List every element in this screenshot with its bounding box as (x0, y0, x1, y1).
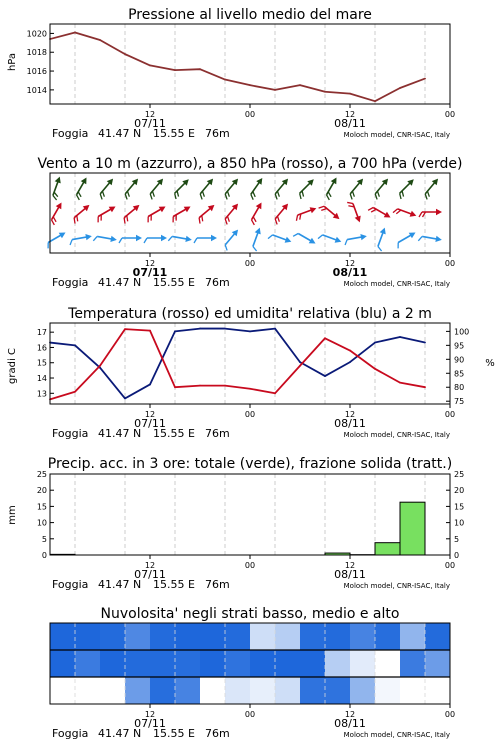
pressure-line-point (224, 79, 226, 81)
pressure-ylabel: hPa (7, 52, 18, 72)
x-tick-label: 00 (244, 710, 256, 719)
x-tick-label: 00 (444, 110, 456, 119)
x-tick-label: 12 (344, 259, 356, 268)
plot-background (50, 24, 450, 104)
cloud-cell (125, 623, 150, 650)
pressure-line-point (274, 89, 276, 91)
model-credit: Moloch model, CNR-ISAC, Italy (343, 731, 450, 739)
cloud-cell (400, 677, 425, 704)
x-tick-label: 12 (344, 410, 356, 419)
cloud-cell (425, 623, 450, 650)
humidity-line-point (174, 330, 176, 332)
cloud-cell (50, 650, 75, 677)
model-credit: Moloch model, CNR-ISAC, Italy (343, 280, 450, 288)
humidity-line-point (374, 342, 376, 344)
humidity-line-point (299, 361, 301, 363)
cloud-cell (75, 623, 100, 650)
date-label: 08/11 (334, 417, 366, 430)
y-tick-label: 15 (36, 358, 47, 368)
x-tick-label: 12 (144, 710, 156, 719)
y-tick-label: 20 (36, 486, 47, 496)
model-credit: Moloch model, CNR-ISAC, Italy (343, 131, 450, 139)
cloud-cell (350, 623, 375, 650)
precipitation-chart (7, 456, 464, 591)
pressure-title: Pressione al livello medio del mare (128, 7, 372, 23)
pressure-line-point (349, 93, 351, 95)
temperature-line-point (399, 382, 401, 384)
y-tick-label: 5 (41, 534, 47, 544)
temperature-line-point (174, 386, 176, 388)
location-altitude: 76m (205, 276, 230, 289)
pressure-line-point (249, 84, 251, 86)
x-tick-label: 00 (444, 410, 456, 419)
y-tick-label: 25 (36, 470, 47, 479)
location-longitude: 15.55 E (153, 127, 195, 140)
location-name: Foggia (52, 427, 89, 440)
cloud-cell (425, 650, 450, 677)
wind-chart (37, 156, 462, 289)
location-longitude: 15.55 E (153, 578, 195, 591)
y-tick-label-right: 5 (454, 534, 460, 544)
temperature-line-point (74, 391, 76, 393)
pressure-line-point (124, 53, 126, 55)
humidity-line-point (424, 342, 426, 344)
date-label: 08/11 (332, 266, 368, 279)
y-tick-label: 17 (36, 328, 47, 338)
location-altitude: 76m (205, 727, 230, 740)
pressure-chart (7, 7, 455, 140)
cloud-cell (250, 650, 275, 677)
cloud-cell (300, 650, 325, 677)
location-latitude: 41.47 N (98, 127, 142, 140)
x-tick-label: 12 (344, 561, 356, 570)
location-latitude: 41.47 N (98, 427, 142, 440)
temperature-ylabel: gradi C (7, 348, 18, 384)
y-tick-label: 1014 (26, 85, 47, 95)
temperature-line-point (124, 328, 126, 330)
temperature-humidity-chart (7, 306, 495, 440)
temperature-line-point (199, 385, 201, 387)
date-label: 08/11 (334, 717, 366, 730)
cloud-cell (100, 650, 125, 677)
temperature-line-point (349, 350, 351, 352)
pressure-line-point (199, 68, 201, 70)
cloud-cell (325, 650, 350, 677)
date-label: 07/11 (132, 266, 168, 279)
cloud-cell (150, 650, 175, 677)
wind-title: Vento a 10 m (azzurro), a 850 hPa (rosso), a 700 hPa (verde) (37, 156, 463, 172)
temperature-line-point (149, 330, 151, 332)
y-tick-label-right: 95 (454, 341, 465, 351)
location-name: Foggia (52, 727, 89, 740)
temperature-line-point (274, 392, 276, 394)
cloud-cell (300, 677, 325, 704)
humidity-line-point (399, 336, 401, 338)
x-tick-label: 00 (444, 710, 456, 719)
x-tick-label: 12 (144, 259, 156, 268)
cloud-cell (225, 623, 250, 650)
y-tick-label-right: 0 (454, 551, 460, 560)
x-tick-label: 00 (244, 110, 256, 119)
y-tick-label: 1020 (26, 29, 47, 39)
x-tick-label: 12 (344, 710, 356, 719)
cloud-cell (350, 650, 375, 677)
x-tick-label: 00 (244, 561, 256, 570)
humidity-line-point (199, 328, 201, 330)
location-latitude: 41.47 N (98, 578, 142, 591)
humidity-line-point (74, 344, 76, 346)
date-label: 08/11 (334, 568, 366, 581)
date-label: 07/11 (134, 568, 166, 581)
cloud-cell (200, 623, 225, 650)
y-tick-label: 14 (36, 374, 47, 384)
pressure-line-point (149, 65, 151, 67)
cloud-cell (325, 623, 350, 650)
cloud-cell (375, 623, 400, 650)
cloud-cover-chart (50, 606, 455, 740)
cloud-cell (275, 677, 300, 704)
humidity-line-point (249, 330, 251, 332)
y-tick-label-right: 100 (454, 327, 470, 337)
location-altitude: 76m (205, 427, 230, 440)
cloud-cell (425, 677, 450, 704)
cloud-cell (250, 677, 275, 704)
location-longitude: 15.55 E (153, 427, 195, 440)
cloud-cell (225, 677, 250, 704)
temperature-line-point (224, 385, 226, 387)
cloud-cell (100, 677, 125, 704)
y-tick-label: 13 (36, 389, 47, 399)
precipitation-title: Precip. acc. in 3 ore: totale (verde), frazione solida (tratt.) (47, 456, 453, 472)
cloud-cell (175, 623, 200, 650)
cloud-cell (75, 650, 100, 677)
plot-background (50, 323, 450, 404)
temperature-line-point (374, 368, 376, 370)
x-tick-label: 12 (344, 110, 356, 119)
x-tick-label: 12 (144, 561, 156, 570)
cloud-cell (150, 623, 175, 650)
location-name: Foggia (52, 578, 89, 591)
humidity-line-point (349, 361, 351, 363)
cloud-cell (325, 677, 350, 704)
humidity-ylabel: % (485, 358, 495, 369)
pressure-line-point (374, 100, 376, 102)
y-tick-label-right: 20 (454, 486, 465, 496)
x-tick-label: 00 (244, 259, 256, 268)
x-tick-label: 12 (144, 110, 156, 119)
cloud-cell (200, 650, 225, 677)
y-tick-label-right: 80 (454, 383, 465, 393)
pressure-line-point (299, 84, 301, 86)
cloud-cell (175, 677, 200, 704)
location-altitude: 76m (205, 127, 230, 140)
x-tick-label: 00 (244, 410, 256, 419)
location-latitude: 41.47 N (98, 727, 142, 740)
y-tick-label: 16 (36, 343, 47, 353)
plot-background (50, 173, 450, 253)
humidity-line-point (274, 328, 276, 330)
y-tick-label: 10 (36, 518, 47, 528)
cloud-cell (375, 677, 400, 704)
cloud-cell (100, 623, 125, 650)
y-tick-label: 1018 (26, 48, 47, 58)
y-tick-label-right: 10 (454, 518, 465, 528)
location-name: Foggia (52, 276, 89, 289)
humidity-line-point (324, 375, 326, 377)
precipitation-ylabel: mm (7, 505, 18, 525)
pressure-line-point (399, 87, 401, 89)
cloud-cell (400, 650, 425, 677)
humidity-line-point (124, 398, 126, 400)
cloud-cell (225, 650, 250, 677)
temperature-line-point (324, 337, 326, 339)
cloud-cell (250, 623, 275, 650)
date-label: 07/11 (134, 417, 166, 430)
location-altitude: 76m (205, 578, 230, 591)
location-latitude: 41.47 N (98, 276, 142, 289)
cloud-cell (275, 623, 300, 650)
temperature-line-point (249, 388, 251, 390)
pressure-line-point (424, 78, 426, 80)
cloud-cell (150, 677, 175, 704)
cloud-cell (50, 677, 75, 704)
y-tick-label: 1016 (26, 67, 47, 77)
cloud-cell (50, 623, 75, 650)
precipitation-bar (400, 502, 425, 555)
location-longitude: 15.55 E (153, 276, 195, 289)
cloud-cell (200, 677, 225, 704)
y-tick-label-right: 15 (454, 502, 465, 512)
pressure-line-point (174, 69, 176, 71)
cloud-cell (350, 677, 375, 704)
date-label: 08/11 (334, 117, 366, 130)
y-tick-label-right: 85 (454, 369, 465, 379)
date-label: 07/11 (134, 717, 166, 730)
y-tick-label: 15 (36, 502, 47, 512)
x-tick-label: 00 (444, 259, 456, 268)
cloud-cell (75, 677, 100, 704)
pressure-line-point (324, 91, 326, 93)
x-tick-label: 00 (444, 561, 456, 570)
pressure-line-point (74, 32, 76, 34)
temperature-line-point (99, 365, 101, 367)
y-tick-label-right: 25 (454, 470, 465, 479)
model-credit: Moloch model, CNR-ISAC, Italy (343, 582, 450, 590)
y-tick-label-right: 75 (454, 397, 465, 407)
humidity-line-point (149, 384, 151, 386)
model-credit: Moloch model, CNR-ISAC, Italy (343, 431, 450, 439)
date-label: 07/11 (134, 117, 166, 130)
cloud-title: Nuvolosita' negli strati basso, medio e alto (100, 606, 400, 622)
location-longitude: 15.55 E (153, 727, 195, 740)
x-tick-label: 12 (144, 410, 156, 419)
location-name: Foggia (52, 127, 89, 140)
temperature-title: Temperatura (rosso) ed umidita' relativa (blu) a 2 m (68, 306, 432, 322)
precipitation-bar (375, 543, 400, 555)
cloud-cell (400, 623, 425, 650)
cloud-cell (375, 650, 400, 677)
temperature-line-point (299, 365, 301, 367)
temperature-line-point (424, 386, 426, 388)
humidity-line-point (224, 328, 226, 330)
pressure-line-point (99, 39, 101, 41)
cloud-cell (125, 650, 150, 677)
cloud-cell (300, 623, 325, 650)
cloud-cell (125, 677, 150, 704)
cloud-cell (175, 650, 200, 677)
y-tick-label-right: 90 (454, 355, 465, 365)
cloud-cell (275, 650, 300, 677)
y-tick-label: 0 (41, 551, 47, 560)
